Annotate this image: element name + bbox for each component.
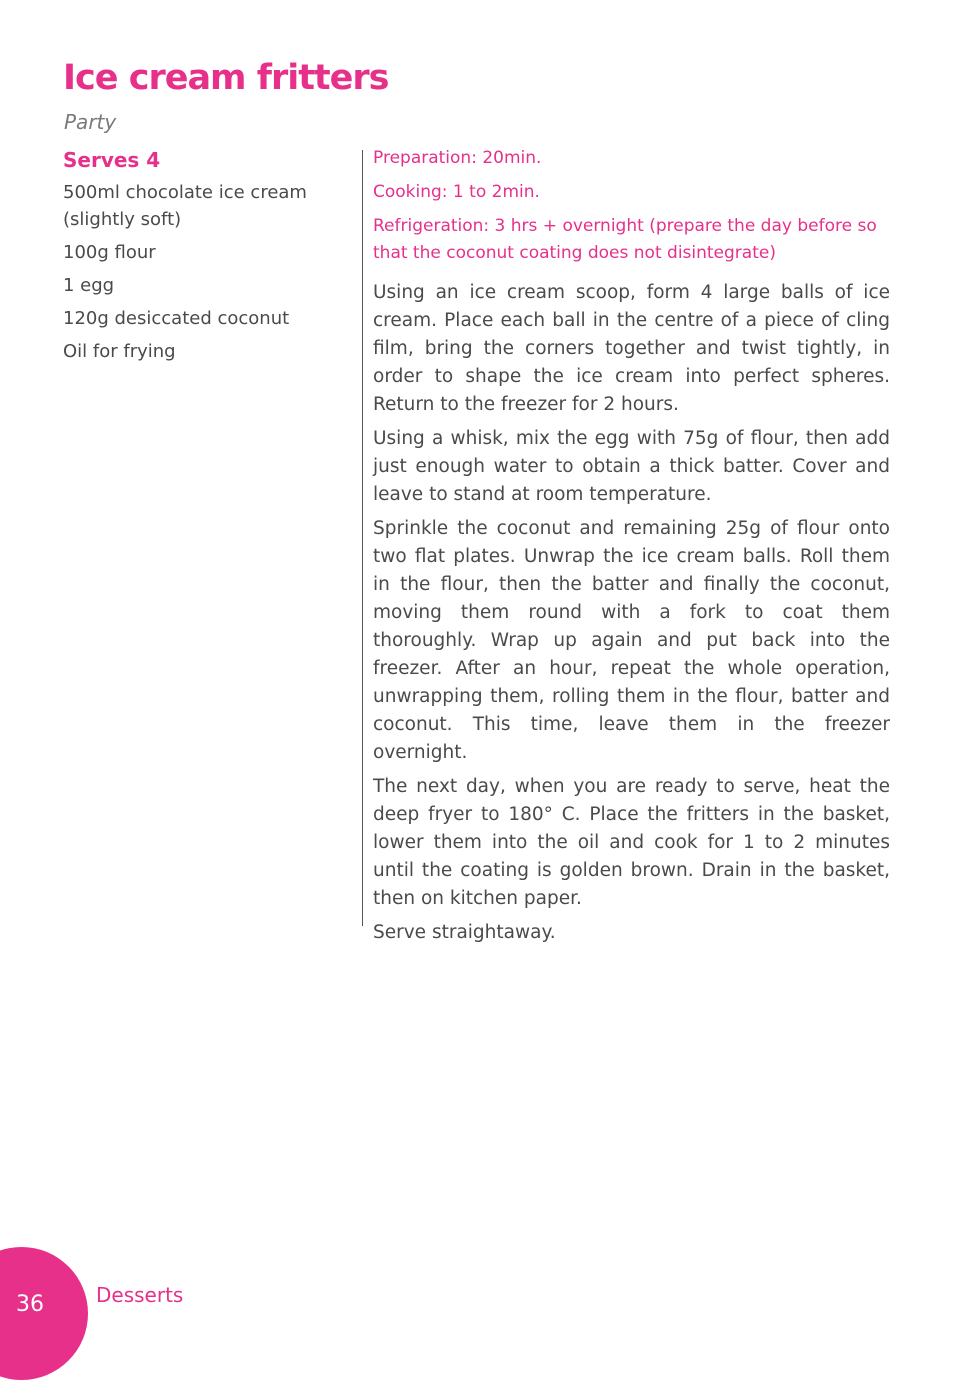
refrigeration-time: Refrigeration: 3 hrs + overnight (prepare the day before so that the coconut coating does not disintegrate) bbox=[373, 216, 877, 263]
page-tab-circle bbox=[0, 1247, 88, 1380]
serves-label: Serves 4 bbox=[63, 148, 161, 172]
ingredient-item: 500ml chocolate ice cream (slightly soft) bbox=[63, 182, 307, 230]
ingredient-item: 120g desiccated coconut bbox=[63, 308, 290, 329]
ingredient-item: 1 egg bbox=[63, 275, 115, 296]
method-step: Sprinkle the coconut and remaining 25g of flour onto two flat plates. Unwrap the ice cream balls. Roll them in the flour, then the batter and finally the coconut, moving them round with a fork to coat them thoroughly. Wrap up again and put back into the freezer. After an hour, repeat the whole operation, unwrapping them, rolling them in the flour, batter and coconut. This time, leave them in the freezer overnight. bbox=[373, 518, 890, 763]
method-step: Serve straightaway. bbox=[373, 922, 556, 943]
method-step: The next day, when you are ready to serve, heat the deep fryer to 180° C. Place the fritters in the basket, lower them into the oil and cook for 1 to 2 minutes until the coating is golden brown. Drain in the basket, then on kitchen paper. bbox=[373, 776, 890, 909]
recipe-title: Ice cream fritters bbox=[63, 58, 389, 98]
ingredients-column bbox=[63, 145, 348, 371]
ingredient-item: 100g flour bbox=[63, 242, 156, 263]
section-name: Desserts bbox=[96, 1283, 184, 1307]
method-step: Using an ice cream scoop, form 4 large balls of ice cream. Place each ball in the centre of a piece of cling film, bring the corners together and twist tightly, in order to shape the ice cream into perfect spheres. Return to the freezer for 2 hours. bbox=[373, 282, 890, 415]
preparation-time: Preparation: 20min. bbox=[373, 148, 542, 168]
ingredient-item: Oil for frying bbox=[63, 341, 176, 362]
cooking-time: Cooking: 1 to 2min. bbox=[373, 182, 540, 202]
page-number: 36 bbox=[16, 1292, 44, 1317]
recipe-category: Party bbox=[64, 110, 117, 134]
column-divider bbox=[362, 150, 363, 926]
method-step: Using a whisk, mix the egg with 75g of flour, then add just enough water to obtain a thick batter. Cover and leave to stand at room temperature. bbox=[373, 428, 890, 505]
method-column bbox=[373, 145, 890, 953]
